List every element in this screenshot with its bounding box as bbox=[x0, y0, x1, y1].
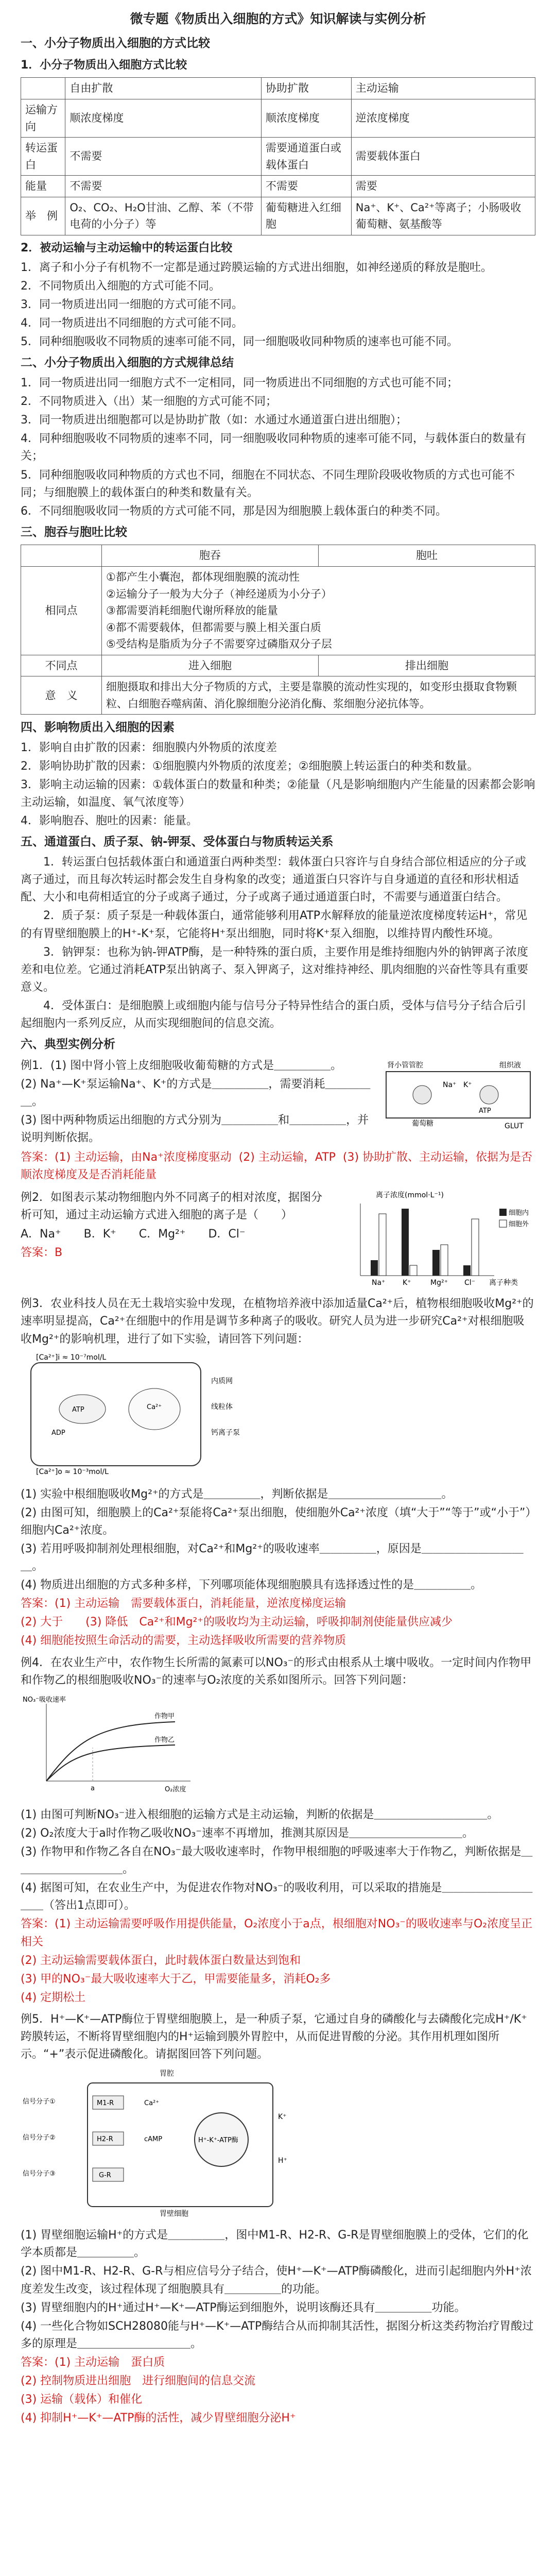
table-cell: 举 例 bbox=[21, 197, 65, 235]
table-header-row bbox=[21, 545, 535, 567]
table-cell: 不需要 bbox=[65, 176, 262, 197]
example-2-text bbox=[21, 1188, 329, 1291]
list-item: 2．不同物质出入细胞的方式可能不同。 bbox=[21, 280, 220, 293]
table-cell: 运输方向 bbox=[21, 99, 65, 138]
question-line: (3) 胃壁细胞内的H⁺通过H⁺—K⁺—ATP酶运到细胞外，说明该酶还具有＿＿＿＿＿功能。 bbox=[21, 2301, 466, 2314]
list-item: 4．同一物质进出不同细胞的方式可能不同。 bbox=[21, 317, 243, 330]
list-item: 4．同种细胞吸收不同物质的速率不同，同一细胞吸收同种物质的速率可能不同，与载体蛋白的数量有关； bbox=[21, 432, 527, 463]
diagram-label: ATP bbox=[479, 1107, 491, 1115]
question-line: 例5．H⁺—K⁺—ATP酶位于胃壁细胞膜上，是一种质子泵，它通过自身的磷酸化与去磷酸化完成H⁺/K⁺跨膜转运，不断将胃壁细胞内的H⁺运输到膜外胃腔中，从而促进胃酸的分泌。其作用机理如图所示。“+”表示促进磷酸化。请据图回答下列问题。 bbox=[21, 2012, 527, 2061]
kidney-transport-diagram bbox=[381, 1056, 535, 1133]
table-cell: 顺浓度梯度 bbox=[65, 99, 262, 138]
pump-icon bbox=[480, 1086, 498, 1104]
section-6-heading: 六、典型实例分析 bbox=[21, 1038, 115, 1052]
question-line: (2) Na⁺—K⁺泵运输Na⁺、K⁺的方式是＿＿＿＿＿，需要消耗＿＿＿＿＿。 bbox=[21, 1077, 371, 1108]
table-cell: O₂、CO₂、H₂O甘油、乙醇、苯（不带电荷的小分子）等 bbox=[65, 197, 262, 235]
table-cell: 胞吞 bbox=[102, 545, 319, 567]
table-cell: 不需要 bbox=[65, 138, 262, 176]
table-row bbox=[21, 567, 535, 655]
question-line: 例1．(1) 图中肾小管上皮细胞吸收葡萄糖的方式是＿＿＿＿＿。 bbox=[21, 1059, 342, 1072]
diagram-label: 信号分子③ bbox=[23, 2170, 56, 2178]
calcium-pump-diagram bbox=[21, 1352, 288, 1476]
chart-title: 离子浓度(mmol·L⁻¹) bbox=[376, 1191, 444, 1200]
question-line: (4) 据图可知，在农业生产中，为促进农作物对NO₃⁻的吸收利用，可以采取的措施是＿＿＿＿＿＿＿＿＿＿（答出1点即可）。 bbox=[21, 1882, 533, 1912]
diagram-label: 信号分子① bbox=[23, 2098, 56, 2106]
diagram-label: 葡萄糖 bbox=[412, 1119, 433, 1128]
tick-label: Cl⁻ bbox=[464, 1279, 476, 1287]
question-line: (1) 实验中根细胞吸收Mg²⁺的方式是＿＿＿＿＿，判断依据是＿＿＿＿＿＿＿＿＿＿。 bbox=[21, 1487, 453, 1501]
section-5-heading: 五、通道蛋白、质子泵、钠-钾泵、受体蛋白与物质转运关系 bbox=[21, 835, 334, 849]
list-item: 1．影响自由扩散的因素：细胞膜内外物质的浓度差 bbox=[21, 741, 277, 755]
bar-inside-cl bbox=[463, 1265, 471, 1276]
diagram-label: K⁺ bbox=[463, 1080, 472, 1089]
series-label: 作物乙 bbox=[154, 1736, 175, 1744]
diagram-label: K⁺ bbox=[278, 2113, 287, 2122]
table-cell: Na⁺、K⁺、Ca²⁺等离子；小肠吸收葡萄糖、氨基酸等 bbox=[351, 197, 535, 235]
question-line: 例4．在农业生产中，农作物生长所需的氮素可以NO₃⁻的形式由根系从土壤中吸收。一定时间内作物甲和作物乙的根细胞吸收NO₃⁻的速率与O₂浓度的关系如图所示。回答下列问题： bbox=[21, 1656, 532, 1687]
diagram-label: 信号分子② bbox=[23, 2134, 56, 2142]
answer-text: (2) 主动运输需要载体蛋白，此时载体蛋白数量达到饱和 bbox=[21, 1954, 301, 1967]
table-cell: 需要通道蛋白或载体蛋白 bbox=[261, 138, 351, 176]
answer-text: 答案：(1) 主动运输需要呼吸作用提供能量，O₂浓度小于a点，根细胞对NO₃⁻的吸收速率与O₂浓度呈正相关 bbox=[21, 1918, 533, 1948]
tick-label: Na⁺ bbox=[372, 1279, 386, 1287]
list-item: ①都产生小囊泡，都体现细胞膜的流动性 bbox=[106, 571, 300, 583]
list-item: ②运输分子一般为大分子（神经递质为小分子） bbox=[106, 587, 332, 600]
answer-text: (4) 抑制H⁺—K⁺—ATP酶的活性，减少胃壁细胞分泌H⁺ bbox=[21, 2412, 296, 2425]
table-row bbox=[21, 676, 535, 715]
section-1-sub2: 2．被动运输与主动运输中的转运蛋白比较 bbox=[21, 241, 233, 255]
bar-inside-k bbox=[402, 1209, 409, 1276]
question-line: (3) 若用呼吸抑制剂处理根细胞，对Ca²⁺和Mg²⁺的吸收速率＿＿＿＿＿，原因是＿＿＿＿＿＿＿＿＿＿。 bbox=[21, 1543, 524, 1573]
table-cell bbox=[21, 545, 102, 567]
table-row bbox=[21, 655, 535, 676]
question-line: 例3．农业科技人员在无土栽培实验中发现，在植物培养液中添加适量Ca²⁺后，植物根细胞吸收Mg²⁺的速率明显提高，Ca²⁺在细胞中的作用是调节多种离子的吸收。研究人员为进一步研究Ca²⁺对根细胞吸收Mg²⁺的影响机理，进行了如下实验，请回答下列问题： bbox=[21, 1297, 534, 1346]
x-axis-label: O₂浓度 bbox=[165, 1785, 186, 1793]
list-item: 3．同一物质进出细胞都可以是协助扩散（如：水通过水通道蛋白进出细胞）； bbox=[21, 414, 407, 427]
diagram-label: Ca²⁺ bbox=[147, 1403, 162, 1411]
bar-outside-na bbox=[379, 1214, 386, 1276]
list-item: 3．同一物质进出同一细胞的方式可能不同。 bbox=[21, 298, 243, 312]
question-line: A．Na⁺ B．K⁺ C．Mg²⁺ D．Cl⁻ bbox=[21, 1227, 246, 1241]
example-3 bbox=[21, 1295, 535, 1650]
answer-text: (4) 细胞能按照生命活动的需要，主动选择吸收所需要的营养物质 bbox=[21, 1634, 346, 1648]
section-3-heading: 三、胞吞与胞吐比较 bbox=[21, 525, 127, 539]
question-line: (3) 作物甲和作物乙各自在NO₃⁻最大吸收速率时，作物甲根细胞的呼吸速率大于作物乙，判断依据是＿＿＿＿＿＿＿＿＿＿。 bbox=[21, 1845, 533, 1876]
table-cell: 需要 bbox=[351, 176, 535, 197]
series-line-yi bbox=[46, 1745, 175, 1781]
section-2-heading: 二、小分子物质出入细胞的方式规律总结 bbox=[21, 356, 234, 370]
legend-label: 细胞内 bbox=[509, 1209, 529, 1217]
list-item: 6．不同细胞吸收同一物质的方式可能不同，那是因为细胞膜上载体蛋白的种类不同。 bbox=[21, 504, 447, 518]
diagram-label: ATP bbox=[72, 1405, 84, 1414]
x-axis-label: 离子种类 bbox=[489, 1279, 518, 1287]
answer-text: (4) 定期松土 bbox=[21, 1991, 86, 2004]
table-header-row bbox=[21, 78, 535, 99]
answer-text: 答案：(1) 主动运输 蛋白质 bbox=[21, 2355, 165, 2369]
section-4-heading: 四、影响物质出入细胞的因素 bbox=[21, 721, 175, 735]
diagram-label: H2-R bbox=[97, 2136, 113, 2144]
section-1-heading: 一、小分子物质出入细胞的方式比较 bbox=[21, 36, 210, 50]
table-cell: 自由扩散 bbox=[65, 78, 262, 99]
diagram-label: Na⁺ bbox=[443, 1080, 457, 1089]
list-item: 5．同种细胞吸收不同物质的速率可能不同，同一细胞吸收同种物质的速率也可能不同。 bbox=[21, 335, 458, 349]
diagram-label: Ca²⁺ bbox=[144, 2099, 160, 2108]
document-body bbox=[21, 9, 535, 2428]
question-line: (4) 物质进出细胞的方式多种多样，下列哪项能体现细胞膜具有选择透过性的是＿＿＿＿＿。 bbox=[21, 1579, 482, 1592]
cell-outline bbox=[386, 1072, 530, 1118]
table-cell: 葡萄糖进入红细胞 bbox=[261, 197, 351, 235]
list-item: 2．影响协助扩散的因素：①细胞膜内外物质的浓度差；②细胞膜上转运蛋白的种类和数量。 bbox=[21, 760, 479, 773]
list-item: ④都不需要载体，但都需要与膜上相关蛋白质 bbox=[106, 621, 321, 634]
answer-text: (2) 大于 (3) 降低 Ca²⁺和Mg²⁺的吸收均为主动运输，呼吸抑制剂使能量供应减少 bbox=[21, 1616, 453, 1629]
diagram-label: 内质网 bbox=[211, 1377, 233, 1385]
table-cell bbox=[102, 567, 535, 655]
diagram-label: G-R bbox=[99, 2172, 111, 2180]
list-item: ③都需要消耗细胞代谢所释放的能量 bbox=[106, 604, 278, 617]
section-1-sub1: 1．小分子物质出入细胞方式比较 bbox=[21, 59, 187, 72]
list-item: 1．同一物质进出同一细胞方式不一定相同，同一物质进出不同细胞的方式也可能不同； bbox=[21, 377, 458, 390]
answer-text: 答案：(1) 主动运输 需要载体蛋白，消耗能量，逆浓度梯度运输 bbox=[21, 1597, 346, 1611]
list-item: 1．离子和小分子有机物不一定都是通过跨膜运输的方式进出细胞，如神经递质的释放是胞吐。 bbox=[21, 261, 493, 274]
question-line: (2) 图中M1-R、H2-R、G-R与相应信号分子结合，使H⁺—K⁺—ATP酶磷酸化，进而引起细胞内外H⁺浓度差发生改变，该过程体现了细胞膜具有＿＿＿＿＿的功能。 bbox=[21, 2265, 532, 2296]
answer-text: (2) 控制物质进出细胞 进行细胞间的信息交流 bbox=[21, 2375, 256, 2388]
legend-swatch-outside bbox=[499, 1220, 507, 1227]
example-1 bbox=[21, 1056, 535, 1148]
document-title: 微专题《物质出入细胞的方式》知识解读与实例分析 bbox=[130, 11, 426, 26]
list-item: 1．转运蛋白包括载体蛋白和通道蛋白两种类型：载体蛋白只容许与自身结合部位相适应的分子或离子通过，而且每次转运时都会发生自身构象的改变；通道蛋白只容许与自身通道的直径和形状相适配、大小和电荷相适宜的分子或离子通过，分子或离子通过通道蛋白时，不需要与通道蛋白结合。 bbox=[21, 856, 527, 904]
bars bbox=[371, 1209, 479, 1276]
table-cell: 排出细胞 bbox=[318, 655, 535, 676]
tick-label: K⁺ bbox=[403, 1279, 411, 1287]
question-line: (1) 胃壁细胞运输H⁺的方式是＿＿＿＿＿，图中M1-R、H2-R、G-R是胃壁细胞膜上的受体，它们的化学本质都是＿＿＿＿＿。 bbox=[21, 2229, 529, 2260]
list-item: ⑤受结构是脂质为分子不需要穿过磷脂双分子层 bbox=[106, 638, 332, 651]
diagram-label: H⁺-K⁺-ATP酶 bbox=[198, 2137, 238, 2145]
table-cell: 进入细胞 bbox=[102, 655, 319, 676]
bar-inside-na bbox=[371, 1260, 378, 1276]
series-line-jia bbox=[46, 1722, 175, 1781]
question-line: (2) O₂浓度大于a时作物乙吸收NO₃⁻速率不再增加，推测其原因是＿＿＿＿＿＿＿＿＿＿。 bbox=[21, 1826, 474, 1840]
table-cell: 不同点 bbox=[21, 655, 102, 676]
table-row bbox=[21, 197, 535, 235]
transporter-icon bbox=[413, 1086, 431, 1104]
answer-text: 答案：(1) 主动运输，由Na⁺浓度梯度驱动 (2) 主动运输，ATP (3) 协助扩散、主动运输，依据为是否顺浓度梯度及是否消耗能量 bbox=[21, 1151, 533, 1182]
diagram-label: 胃壁细胞 bbox=[160, 2210, 188, 2217]
legend-label: 细胞外 bbox=[509, 1221, 529, 1229]
diagram-label: 组织液 bbox=[499, 1061, 521, 1070]
diagram-label: 线粒体 bbox=[211, 1402, 233, 1411]
list-item: 3．影响主动运输的因素：①载体蛋白的数量和种类；②能量（凡是影响细胞内产生能量的因素都会影响主动运输，如温度、氧气浓度等） bbox=[21, 778, 535, 809]
series-label: 作物甲 bbox=[154, 1712, 175, 1720]
table-cell: 协助扩散 bbox=[261, 78, 351, 99]
table-row bbox=[21, 176, 535, 197]
diagram-label: M1-R bbox=[97, 2099, 114, 2108]
bar-inside-mg bbox=[432, 1250, 440, 1276]
diagram-label: H⁺ bbox=[278, 2157, 287, 2165]
transport-comparison-table bbox=[21, 77, 535, 235]
tick-label: a bbox=[91, 1784, 95, 1792]
answer-text: 答案：B bbox=[21, 1246, 63, 1259]
example-1-text bbox=[21, 1056, 371, 1148]
answer-text: (3) 甲的NO₃⁻最大吸收速率大于乙，甲需要能量多，消耗O₂多 bbox=[21, 1972, 331, 1986]
question-line: (2) 由图可知，细胞膜上的Ca²⁺泵能将Ca²⁺泵出细胞，使细胞外Ca²⁺浓度（填“大于”“等于”或“小于”）细胞内Ca²⁺浓度。 bbox=[21, 1506, 531, 1537]
diagram-label: 钙离子泵 bbox=[211, 1428, 240, 1437]
endocytosis-exocytosis-table bbox=[21, 545, 535, 715]
list-item: 4．受体蛋白：是细胞膜上或细胞内能与信号分子特异性结合的蛋白质，受体与信号分子结合后引起细胞内一系列反应，从而实现细胞间的信息交流。 bbox=[21, 999, 527, 1030]
table-cell: 逆浓度梯度 bbox=[351, 99, 535, 138]
ion-concentration-chart bbox=[340, 1188, 535, 1291]
proton-pump-diagram bbox=[21, 2067, 309, 2217]
diagram-label: [Ca²⁺]i ≈ 10⁻⁷mol/L bbox=[36, 1353, 107, 1362]
table-cell: 细胞摄取和排出大分子物质的方式，主要是靠膜的流动性实现的，如变形虫摄取食物颗粒、白细胞吞噬病菌、消化腺细胞分泌消化酶、浆细胞分泌抗体等。 bbox=[102, 676, 535, 715]
table-cell bbox=[21, 78, 65, 99]
table-cell: 胞吐 bbox=[318, 545, 535, 567]
diagram-label: 肾小管管腔 bbox=[387, 1061, 423, 1070]
table-cell: 意 义 bbox=[21, 676, 102, 715]
answer-text: (3) 运输（载体）和催化 bbox=[21, 2393, 143, 2406]
table-cell: 能量 bbox=[21, 176, 65, 197]
table-cell: 转运蛋白 bbox=[21, 138, 65, 176]
example-5 bbox=[21, 2011, 535, 2427]
legend-swatch-inside bbox=[499, 1209, 507, 1216]
list-item: 5．同种细胞吸收同种物质的方式也不同，细胞在不同状态、不同生理阶段吸收物质的方式也可能不同；与细胞膜上的载体蛋白的种类和数量有关。 bbox=[21, 468, 515, 499]
table-cell: 不需要 bbox=[261, 176, 351, 197]
diagram-label: ADP bbox=[51, 1429, 65, 1437]
table-cell: 相同点 bbox=[21, 567, 102, 655]
diagram-label: GLUT bbox=[505, 1122, 524, 1130]
nitrate-uptake-chart bbox=[21, 1693, 206, 1797]
bar-outside-cl bbox=[472, 1219, 479, 1276]
list-item: 3．钠钾泵：也称为钠-钾ATP酶，是一种特殊的蛋白质，主要作用是维持细胞内外的钠钾离子浓度差和电位差。它通过消耗ATP泵出钠离子、泵入钾离子，这对维持神经、肌肉细胞的兴奋性等具有重要意义。 bbox=[21, 945, 529, 994]
table-row bbox=[21, 99, 535, 138]
diagram-label: [Ca²⁺]o ≈ 10⁻³mol/L bbox=[36, 1467, 109, 1476]
question-line: (3) 图中两种物质运出细胞的方式分别为＿＿＿＿＿和＿＿＿＿＿，并说明判断依据。 bbox=[21, 1113, 369, 1145]
table-cell: 需要载体蛋白 bbox=[351, 138, 535, 176]
table-cell: 顺浓度梯度 bbox=[261, 99, 351, 138]
diagram-label: 胃腔 bbox=[160, 2070, 174, 2078]
question-line: 例2．如图表示某动物细胞内外不同离子的相对浓度，据图分析可知，通过主动运输方式进入细胞的离子是（ ） bbox=[21, 1191, 322, 1222]
tick-label: Mg²⁺ bbox=[430, 1279, 448, 1287]
table-row bbox=[21, 138, 535, 176]
diagram-label: cAMP bbox=[144, 2136, 163, 2144]
example-2 bbox=[21, 1188, 535, 1291]
list-item: 2．质子泵：质子泵是一种载体蛋白，通常能够利用ATP水解释放的能量逆浓度梯度转运H⁺，常见的有胃壁细胞膜上的H⁺-K⁺泵，它能将H⁺泵出细胞，同时将K⁺泵入细胞，以维持胃内酸性环境。 bbox=[21, 909, 528, 940]
list-item: 2．不同物质进入（出）某一细胞的方式可能不同； bbox=[21, 395, 277, 409]
y-axis-label: NO₃⁻吸收速率 bbox=[23, 1696, 66, 1704]
list-item: 4．影响胞吞、胞吐的因素：能量。 bbox=[21, 815, 198, 828]
table-cell: 主动运输 bbox=[351, 78, 535, 99]
bar-outside-mg bbox=[441, 1245, 448, 1276]
question-line: (1) 由图可判断NO₃⁻进入根细胞的运输方式是主动运输，判断的依据是＿＿＿＿＿＿＿＿＿＿。 bbox=[21, 1808, 499, 1821]
example-4 bbox=[21, 1654, 535, 2007]
question-line: (4) 一些化合物如SCH28080能与H⁺—K⁺—ATP酶结合从而抑制其活性，据图分析这类药物治疗胃酸过多的原理是＿＿＿＿＿＿＿＿＿＿。 bbox=[21, 2319, 534, 2350]
bar-outside-k bbox=[410, 1265, 417, 1276]
